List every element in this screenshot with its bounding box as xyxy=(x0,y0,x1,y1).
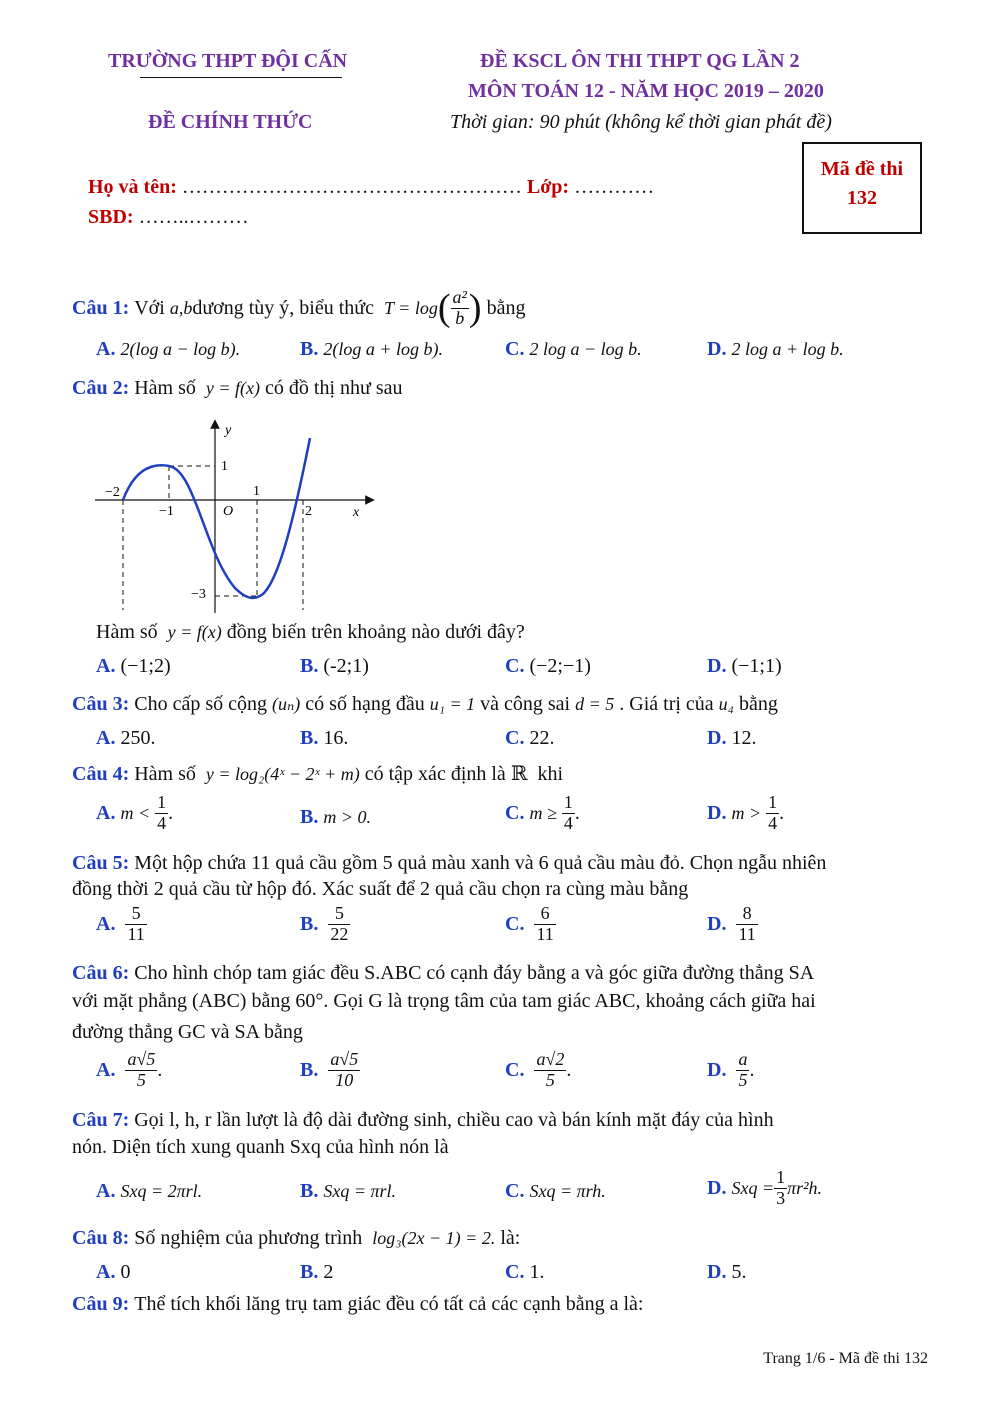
question-9: Câu 9: Thể tích khối lăng trụ tam giác đều có tất cả các cạnh bằng a là: xyxy=(72,1293,644,1315)
option-d[interactable]: D. Sxq = $\frac{1}{3}$ πr²h. xyxy=(707,1167,823,1208)
question-6-line3: đường thẳng GC và SA bằng xyxy=(72,1021,303,1043)
tick-label: 2 xyxy=(305,504,312,519)
option-b[interactable]: B. Sxq = πrl. xyxy=(300,1180,397,1202)
math-expr: a,b xyxy=(169,297,193,318)
question-6-line2: với mặt phẳng (ABC) bằng 60°. Gọi G là trọng tâm của tam giác ABC, khoảng cách giữa hai xyxy=(72,990,816,1012)
tick-label: 1 xyxy=(253,484,260,499)
cubic-curve xyxy=(123,438,310,598)
option-b[interactable]: B. 16. xyxy=(300,727,349,749)
school-underline xyxy=(140,77,342,78)
question-text: dương tùy ý, biểu thức xyxy=(192,296,374,319)
option-c[interactable]: C. m ≥ $\frac{1}{4}$ . xyxy=(505,792,580,833)
exam-code-value: 132 xyxy=(847,187,877,209)
question-7-line2: nón. Diện tích xung quanh Sxq của hình nón là xyxy=(72,1136,449,1158)
origin-label: O xyxy=(223,504,234,519)
tick-label: −3 xyxy=(191,587,206,602)
question-3: Câu 3: Cho cấp số cộng (uₙ) có số hạng đầu u₁ = 1 và công sai d = 5 . Giá trị của u₄ bằng xyxy=(72,693,778,715)
question-7: Câu 7: Gọi l, h, r lần lượt là độ dài đường sinh, chiều cao và bán kính mặt đáy của hình xyxy=(72,1109,774,1131)
option-c[interactable]: C. 2 log a − log b. xyxy=(505,338,642,360)
sbd-dots: ……..……… xyxy=(138,206,249,228)
option-a[interactable]: A. Sxq = 2πrl. xyxy=(96,1180,203,1202)
option-b[interactable]: B. 2(log a + log b). xyxy=(300,338,443,360)
option-a[interactable]: A. (−1;2) xyxy=(96,655,171,677)
question-text: bằng xyxy=(486,296,526,319)
option-c[interactable]: C. $\frac{6}{11}$ xyxy=(505,903,554,944)
option-c[interactable]: C. (−2;−1) xyxy=(505,655,591,677)
tick-label: −2 xyxy=(105,485,120,500)
name-dots: …………………………………………… xyxy=(181,176,522,198)
option-b[interactable]: B. m > 0. xyxy=(300,806,371,828)
axis-label-y: y xyxy=(225,423,232,438)
question-label: Câu 1: xyxy=(72,296,130,319)
question-5-line2: đồng thời 2 quả cầu từ hộp đó. Xác suất để 2 quả cầu chọn ra cùng màu bằng xyxy=(72,878,689,900)
option-b[interactable]: B. 2 xyxy=(300,1261,334,1283)
official-label: ĐỀ CHÍNH THỨC xyxy=(148,111,313,133)
exam-code-box xyxy=(802,142,922,234)
exam-title: ĐỀ KSCL ÔN THI THPT QG LẦN 2 xyxy=(480,50,800,72)
option-d[interactable]: D. (−1;1) xyxy=(707,655,782,677)
option-c[interactable]: C. 1. xyxy=(505,1261,545,1283)
option-d[interactable]: D. 12. xyxy=(707,727,757,749)
question-1: Câu 1: Với a,b dương tùy ý, biểu thức T = log ( $\frac{\text{a²}}{b}$ ) bằng xyxy=(72,286,526,329)
option-b[interactable]: B. (-2;1) xyxy=(300,655,369,677)
option-c[interactable]: C. Sxq = πrh. xyxy=(505,1180,606,1202)
exam-subject: MÔN TOÁN 12 - NĂM HỌC 2019 – 2020 xyxy=(468,80,824,102)
option-a[interactable]: A. $\frac{a√5}{5}$ . xyxy=(96,1049,163,1090)
option-a[interactable]: A. 2(log a − log b). xyxy=(96,338,241,360)
option-b[interactable]: B. $\frac{5}{22}$ xyxy=(300,903,349,944)
exam-time: Thời gian: 90 phút (không kể thời gian phát đề) xyxy=(450,111,832,133)
math-expr: T = log xyxy=(384,297,438,318)
option-a[interactable]: A. m < $\frac{1}{4}$ . xyxy=(96,792,174,833)
question-8: Câu 8: Số nghiệm của phương trình log₃(2x − 1) = 2. là: xyxy=(72,1227,521,1249)
school-name: TRƯỜNG THPT ĐỘI CẤN xyxy=(108,50,348,72)
sbd-label: SBD: xyxy=(88,206,134,228)
tick-label: 1 xyxy=(221,459,228,474)
option-b[interactable]: B. $\frac{a√5}{10}$ xyxy=(300,1049,359,1090)
option-d[interactable]: D. 5. xyxy=(707,1261,747,1283)
option-a[interactable]: A. 0 xyxy=(96,1261,131,1283)
class-label: Lớp: xyxy=(526,176,570,198)
question-6: Câu 6: Cho hình chóp tam giác đều S.ABC có cạnh đáy bằng a và góc giữa đường thẳng SA xyxy=(72,962,815,984)
option-a[interactable]: A. 250. xyxy=(96,727,156,749)
question-text: Với xyxy=(134,296,165,319)
sbd-row xyxy=(88,206,249,229)
option-d[interactable]: D. 2 log a + log b. xyxy=(707,338,844,360)
option-d[interactable]: D. $\frac{a}{5}$ . xyxy=(707,1049,755,1090)
option-d[interactable]: D. m > $\frac{1}{4}$ . xyxy=(707,792,785,833)
question-4: Câu 4: Hàm số y = log₂(4ˣ − 2ˣ + m) có tập xác định là ℝ khi xyxy=(72,763,563,785)
question-5: Câu 5: Một hộp chứa 11 quả cầu gồm 5 quả màu xanh và 6 quả cầu màu đỏ. Chọn ngẫu nhiên xyxy=(72,852,827,874)
question-2-sub: Hàm số y = f(x) đồng biến trên khoảng nào dưới đây? xyxy=(96,621,525,643)
exam-code-label: Mã đề thi xyxy=(820,158,904,180)
option-c[interactable]: C. $\frac{a√2}{5}$ . xyxy=(505,1049,572,1090)
name-row xyxy=(88,176,654,199)
function-graph xyxy=(95,418,375,618)
page-footer: Trang 1/6 - Mã đề thi 132 xyxy=(763,1350,928,1367)
option-c[interactable]: C. 22. xyxy=(505,727,555,749)
fraction: $\frac{\text{a²}}{b}$ xyxy=(452,286,467,328)
name-label: Họ và tên: xyxy=(88,176,177,198)
question-2: Câu 2: Hàm số y = f(x) có đồ thị như sau xyxy=(72,377,403,399)
option-a[interactable]: A. $\frac{5}{11}$ xyxy=(96,903,145,944)
axis-label-x: x xyxy=(353,505,360,520)
option-d[interactable]: D. $\frac{8}{11}$ xyxy=(707,903,756,944)
class-dots: ………… xyxy=(574,176,655,198)
tick-label: −1 xyxy=(159,504,174,519)
